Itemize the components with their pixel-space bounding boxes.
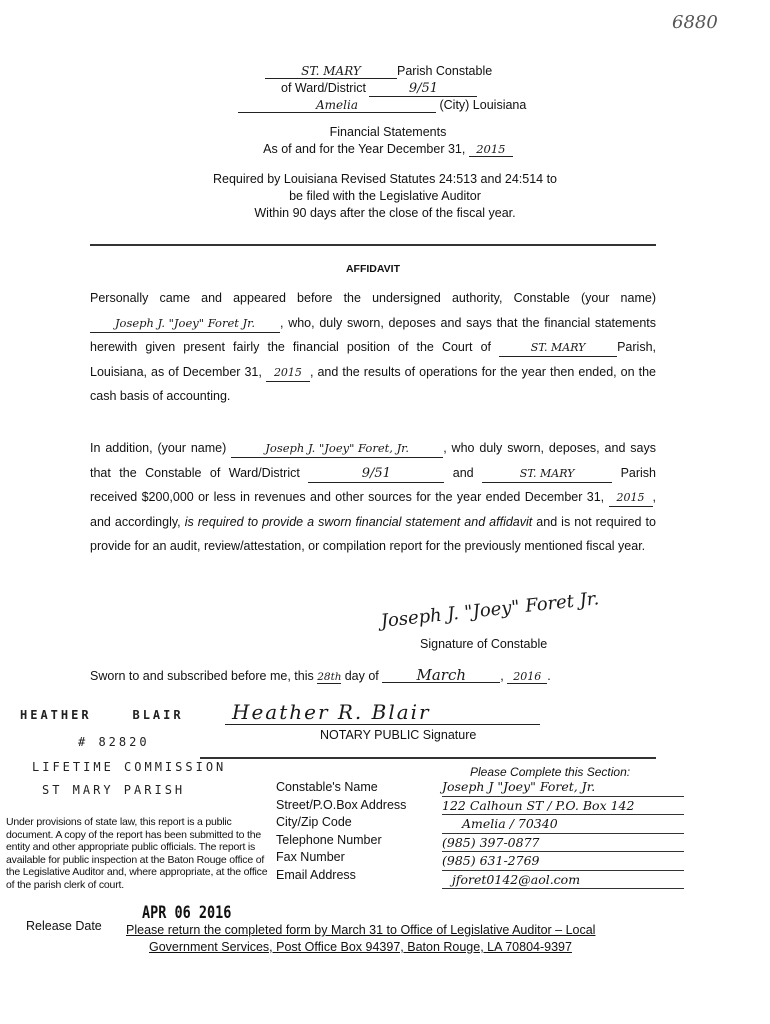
label-city-zip: City/Zip Code [276, 815, 352, 829]
public-notice: Under provisions of state law, this report is a public document. A copy of the report has been submitted to the entity and other appropriate public officials. The report is available for public inspection at the Baton Rouge office of the Legislative Auditor and, where appropriate, at the office of the parish clerk of court. [6, 816, 268, 891]
sworn-text-b: day of [344, 669, 379, 683]
p2-text-and: and [452, 465, 474, 480]
p2-text-a: In addition, (your name) [90, 441, 227, 455]
p2-text-e: and is not required to provide for an audit, review/attestation, or compilation report for the previously mentioned fiscal year. [90, 514, 656, 553]
constable-signature-label: Signature of Constable [420, 637, 548, 651]
affidavit-paragraph-1 [90, 286, 656, 409]
p2-ward-field: 9/51 [308, 465, 444, 483]
sworn-day-field: 28th [317, 671, 342, 683]
notary-signature: Heather R. Blair [232, 700, 431, 724]
value-street-address: 122 Calhoun ST / P.O. Box 142 [442, 798, 684, 816]
p2-name-field: Joseph J. "Joey" Foret, Jr. [231, 440, 443, 458]
ward-label: of Ward/District [281, 81, 366, 95]
notary-signature-line [225, 724, 540, 725]
notary-stamp-commission: LIFETIME COMMISSION [32, 760, 227, 774]
sworn-line: Sworn to and subscribed before me, this 28th day of March , 2016 . [90, 666, 551, 684]
city-field: Amelia [238, 98, 436, 113]
p2-text-c: Parish received $200,000 or less in revenues and other sources for the year ended December 31, [90, 465, 656, 504]
requirement-line-3: Within 90 days after the close of the fiscal year. [254, 206, 516, 220]
city-label: (City) Louisiana [439, 98, 527, 112]
label-street-address: Street/P.O.Box Address [276, 797, 407, 812]
p1-court-field: ST. MARY [499, 339, 617, 357]
divider-bottom [200, 757, 656, 759]
sworn-month-field: March [382, 668, 500, 683]
received-date-stamp: APR 06 2016 [142, 903, 232, 923]
p1-name-field: Joseph J. "Joey" Foret Jr. [90, 315, 280, 333]
p2-year-field: 2015 [609, 489, 653, 507]
value-city-zip: Amelia / 70340 [442, 816, 684, 834]
label-constable-name: Constable's Name [276, 780, 378, 794]
divider-top [90, 244, 656, 246]
notary-stamp-number: # 82820 [78, 735, 150, 749]
requirement-line-2: be filed with the Legislative Auditor [289, 189, 481, 203]
value-constable-name: Joseph J "Joey" Foret, Jr. [442, 779, 684, 797]
financial-statements-title: Financial Statements [329, 125, 447, 139]
notary-signature-label: NOTARY PUBLIC Signature [320, 728, 477, 742]
document-number: 6880 [672, 12, 718, 33]
p2-italic-text: is required to provide a sworn financial statement and affidavit [184, 514, 533, 529]
p1-text-d: , and the results of operations for the year then ended, on the cash basis of accounting. [90, 364, 657, 403]
value-email: jforet0142@aol.com [442, 872, 684, 890]
header-ward-line [281, 81, 521, 97]
value-telephone: (985) 397-0877 [442, 835, 684, 853]
parish-constable-label: Parish Constable [397, 64, 493, 78]
year-label: As of and for the Year December 31, [263, 142, 466, 156]
section-values [442, 779, 684, 889]
ward-field: 9/51 [369, 81, 477, 97]
sworn-text-a: Sworn to and subscribed before me, this [90, 669, 314, 683]
section-heading: Please Complete this Section: [470, 765, 631, 779]
value-fax: (985) 631-2769 [442, 853, 684, 871]
label-email: Email Address [276, 867, 356, 882]
release-date-label: Release Date [26, 919, 102, 933]
p2-text-d: , and accordingly, [90, 490, 656, 529]
label-telephone: Telephone Number [276, 832, 382, 847]
release-instruction-2: Government Services, Post Office Box 94397, Baton Rouge, LA 70804-9397 [149, 940, 572, 954]
release-instruction-1: Please return the completed form by March 31 to Office of Legislative Auditor – Local [126, 923, 596, 937]
requirement-line-1: Required by Louisiana Revised Statutes 24:513 and 24:514 to [213, 172, 557, 186]
affidavit-paragraph-2 [90, 436, 656, 559]
p1-text-a: Personally came and appeared before the undersigned authority, Constable (your name) [90, 291, 656, 305]
p1-text-c: Parish, Louisiana, as of December 31, [90, 340, 656, 379]
p2-parish-field: ST. MARY [482, 465, 612, 483]
affidavit-heading: AFFIDAVIT [345, 263, 401, 275]
section-labels [276, 779, 406, 884]
header-parish-line [265, 64, 525, 79]
year-field: 2015 [469, 142, 513, 157]
p1-year-field: 2015 [266, 364, 310, 382]
label-fax: Fax Number [276, 850, 345, 864]
p1-text-b: , who, duly sworn, deposes and says that the financial statements herewith given present fairly the financial position of the Court of [90, 315, 656, 354]
notary-stamp-parish: ST MARY PARISH [42, 783, 186, 797]
year-line [218, 142, 558, 157]
notary-stamp-name: HEATHER BLAIR [20, 708, 184, 722]
p2-text-b: , who duly sworn, deposes, and says that the Constable of Ward/District [90, 441, 656, 480]
parish-field: ST. MARY [265, 64, 397, 79]
sworn-year-field: 2016 [507, 670, 547, 684]
header-city-line [238, 98, 538, 113]
constable-signature: Joseph J. "Joey" Foret Jr. [379, 588, 601, 632]
